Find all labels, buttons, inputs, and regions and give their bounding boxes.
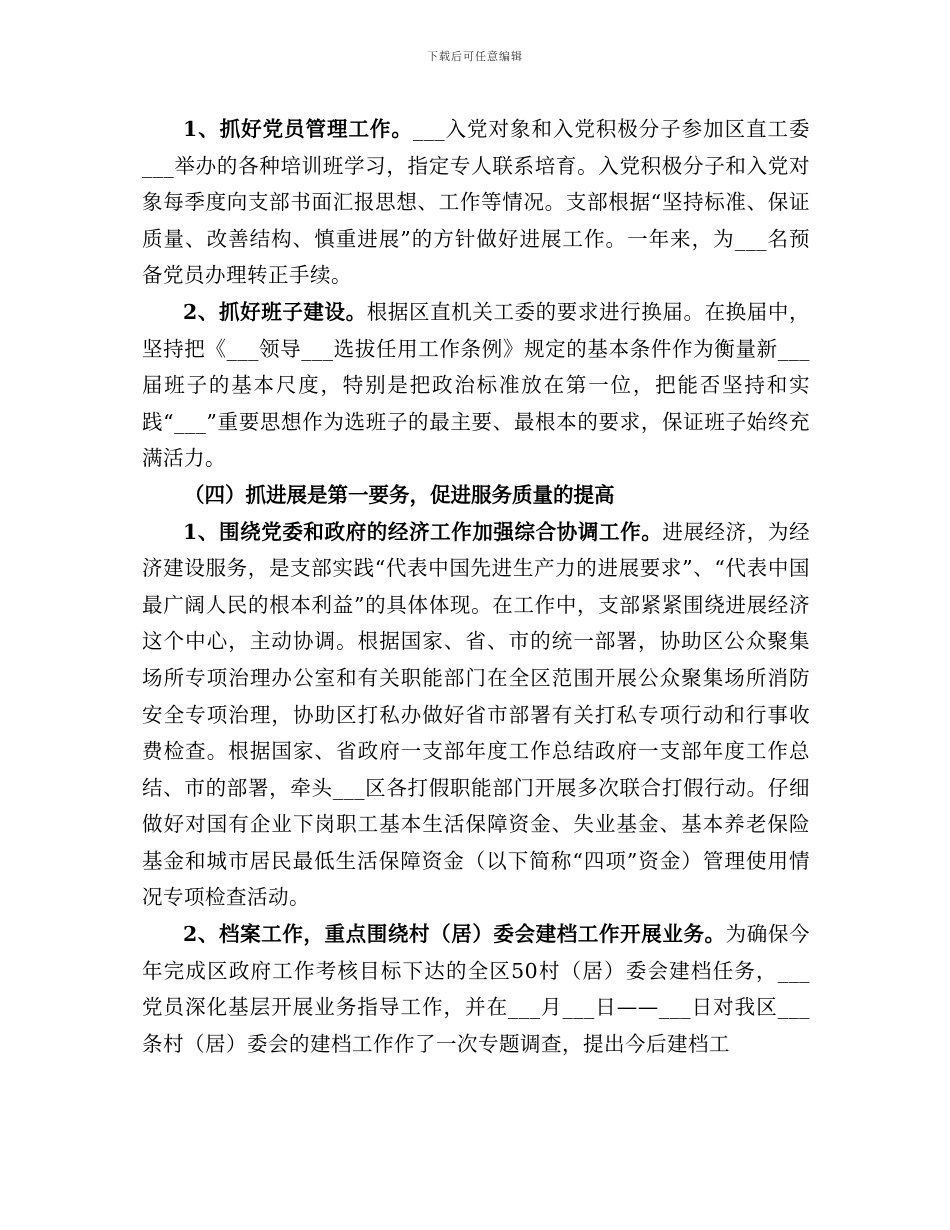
paragraph-text: ___入党对象和入党积极分子参加区直工委___举办的各种培训班学习，指定专人联系培育。入党积极分子和入党对象每季度向支部书面汇报思想、工作等情况。支部根据“坚持标准、保证质量、改善结构、慎重进展”的方针做好进展工作。一年来，为___名预备党员办理转正手续。 (142, 117, 811, 288)
paragraph-lead: 1、抓好党员管理工作。 (183, 117, 413, 141)
paragraph-archive-work (142, 916, 810, 1062)
section-heading: （四）抓进展是第一要务，促进服务质量的提高 (184, 482, 615, 507)
paragraph-team-building (142, 294, 810, 477)
paragraph-economic-coordination (142, 514, 810, 917)
paragraph-text: 为确保今年完成区政府工作考核目标下达的全区50村（居）委会建档任务，___党员深化基层开展业务指导工作，并在___月___日——___日对我区___条村（居）委会的建档工作作了一次专题调查，提出今后建档工 (142, 922, 811, 1056)
document-body (142, 111, 810, 1062)
paragraph-text: 进展经济，为经济建设服务，是支部实践“代表中国先进生产力的进展要求”、“代表中国最广阔人民的根本利益”的具体体现。在工作中，支部紧紧围绕进展经济这个中心，主动协调。根据国家、省、市的统一部署，协助区公众聚集场所专项治理办公室和有关职能部门在全区范围开展公众聚集场所消防安全专项治理，协助区打私办做好省市部署有关打私专项行动和行事收费检查。根据国家、省政府一支部年度工作总结政府一支部年度工作总结、市的部署，牵头___区各打假职能部门开展多次联合打假行动。仔细做好对国有企业下岗职工基本生活保障资金、失业基金、基本养老保险基金和城市居民最低生活保障资金（以下简称“四项”资金）管理使用情况专项检查活动。 (142, 519, 810, 910)
paragraph-party-member-management (142, 111, 810, 294)
page-header: 下载后可任意编辑 (427, 50, 523, 63)
paragraph-lead: 2、抓好班子建设。 (183, 299, 367, 324)
paragraph-lead: 1、围绕党委和政府的经济工作加强综合协调工作。 (183, 519, 663, 544)
paragraph-text: 根据区直机关工委的要求进行换届。在换届中，坚持把《___领导___选拔任用工作条例》规定的基本条件作为衡量新___届班子的基本尺度，特别是把政治标准放在第一位，把能否坚持和实践“___”重要思想作为选班子的最主要、最根本的要求，保证班子始终充满活力。 (142, 299, 811, 471)
paragraph-lead: 2、档案工作，重点围绕村（居）委会建档工作开展业务。 (183, 922, 726, 947)
